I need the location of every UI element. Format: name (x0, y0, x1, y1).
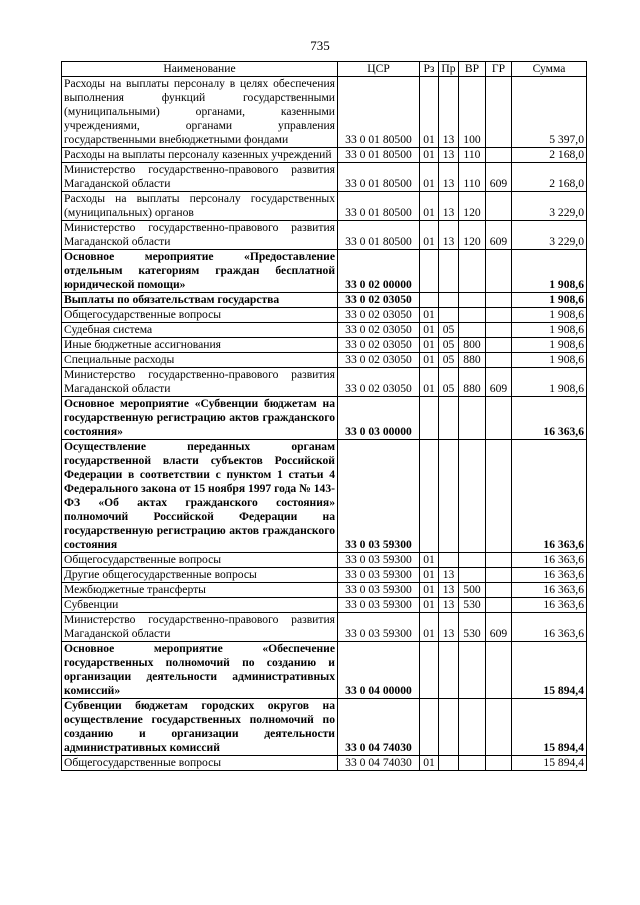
cell-gr (486, 642, 512, 699)
cell-gr (486, 148, 512, 163)
cell-gr (486, 293, 512, 308)
cell-rz: 01 (420, 323, 439, 338)
cell-name: Основное мероприятие «Предоставление отдельным категориям граждан бесплатной юридической помощи» (62, 250, 338, 293)
table-row (62, 192, 587, 221)
cell-rz: 01 (420, 163, 439, 192)
cell-gr (486, 553, 512, 568)
cell-pr: 13 (439, 192, 459, 221)
cell-name: Иные бюджетные ассигнования (62, 338, 338, 353)
table-row (62, 293, 587, 308)
cell-vr (459, 308, 486, 323)
cell-pr (439, 440, 459, 553)
cell-name: Межбюджетные трансферты (62, 583, 338, 598)
table-row (62, 598, 587, 613)
cell-pr: 13 (439, 221, 459, 250)
cell-name: Расходы на выплаты персоналу государственных (муниципальных) органов (62, 192, 338, 221)
table-row (62, 553, 587, 568)
cell-csr: 33 0 03 59300 (338, 583, 420, 598)
table-row (62, 250, 587, 293)
cell-name: Субвенции (62, 598, 338, 613)
cell-gr (486, 77, 512, 148)
header-name: Наименование (62, 62, 338, 77)
cell-name: Другие общегосударственные вопросы (62, 568, 338, 583)
cell-vr (459, 440, 486, 553)
cell-csr: 33 0 02 03050 (338, 308, 420, 323)
cell-csr: 33 0 01 80500 (338, 192, 420, 221)
cell-pr (439, 699, 459, 756)
cell-rz: 01 (420, 598, 439, 613)
cell-gr (486, 598, 512, 613)
page-number: 735 (310, 38, 330, 53)
cell-gr (486, 338, 512, 353)
header-gr: ГР (486, 62, 512, 77)
cell-sum: 1 908,6 (512, 353, 587, 368)
cell-sum: 15 894,4 (512, 699, 587, 756)
cell-vr (459, 397, 486, 440)
cell-vr: 880 (459, 353, 486, 368)
cell-name: Субвенции бюджетам городских округов на осуществление государственных полномочий по созданию и организации деятельности административных комиссий (62, 699, 338, 756)
cell-pr (439, 308, 459, 323)
cell-pr: 05 (439, 353, 459, 368)
cell-gr: 609 (486, 221, 512, 250)
table-row (62, 308, 587, 323)
cell-sum: 2 168,0 (512, 163, 587, 192)
cell-sum: 5 397,0 (512, 77, 587, 148)
cell-sum: 16 363,6 (512, 583, 587, 598)
cell-vr (459, 699, 486, 756)
cell-pr (439, 642, 459, 699)
table-row (62, 642, 587, 699)
cell-sum: 1 908,6 (512, 308, 587, 323)
cell-sum: 16 363,6 (512, 568, 587, 583)
cell-gr: 609 (486, 368, 512, 397)
cell-csr: 33 0 02 03050 (338, 323, 420, 338)
cell-sum: 16 363,6 (512, 440, 587, 553)
cell-gr (486, 353, 512, 368)
cell-vr (459, 323, 486, 338)
cell-vr: 880 (459, 368, 486, 397)
cell-csr: 33 0 03 59300 (338, 440, 420, 553)
cell-name: Основное мероприятие «Обеспечение государственных полномочий по созданию и организации деятельности административных комиссий» (62, 642, 338, 699)
cell-csr: 33 0 03 59300 (338, 613, 420, 642)
table-row (62, 221, 587, 250)
cell-rz: 01 (420, 308, 439, 323)
cell-csr: 33 0 03 59300 (338, 598, 420, 613)
cell-vr: 530 (459, 613, 486, 642)
cell-csr: 33 0 02 03050 (338, 353, 420, 368)
table-row (62, 699, 587, 756)
cell-sum: 2 168,0 (512, 148, 587, 163)
cell-vr (459, 293, 486, 308)
table-row (62, 583, 587, 598)
cell-gr: 609 (486, 613, 512, 642)
cell-pr (439, 553, 459, 568)
cell-sum: 15 894,4 (512, 642, 587, 699)
cell-csr: 33 0 01 80500 (338, 163, 420, 192)
cell-pr: 05 (439, 368, 459, 397)
cell-name: Общегосударственные вопросы (62, 756, 338, 771)
cell-pr: 05 (439, 323, 459, 338)
cell-vr: 110 (459, 163, 486, 192)
cell-name: Расходы на выплаты персоналу казенных учреждений (62, 148, 338, 163)
cell-sum: 1 908,6 (512, 323, 587, 338)
cell-pr: 05 (439, 338, 459, 353)
cell-name: Министерство государственно-правового развития Магаданской области (62, 163, 338, 192)
cell-vr (459, 250, 486, 293)
cell-rz: 01 (420, 192, 439, 221)
budget-table (61, 61, 587, 771)
header-csr: ЦСР (338, 62, 420, 77)
cell-sum: 15 894,4 (512, 756, 587, 771)
cell-pr: 13 (439, 598, 459, 613)
cell-name: Расходы на выплаты персоналу в целях обеспечения выполнения функций государственными (муниципальными) органами, казенными учреждениями, органами управления государственными внебюджетными фондами (62, 77, 338, 148)
cell-sum: 1 908,6 (512, 293, 587, 308)
cell-vr: 120 (459, 192, 486, 221)
cell-sum: 1 908,6 (512, 338, 587, 353)
cell-rz: 01 (420, 756, 439, 771)
cell-vr (459, 756, 486, 771)
cell-pr: 13 (439, 77, 459, 148)
cell-sum: 16 363,6 (512, 553, 587, 568)
table-row (62, 397, 587, 440)
cell-rz (420, 699, 439, 756)
table-row (62, 756, 587, 771)
cell-rz: 01 (420, 613, 439, 642)
cell-name: Министерство государственно-правового развития Магаданской области (62, 221, 338, 250)
cell-csr: 33 0 02 03050 (338, 368, 420, 397)
cell-csr: 33 0 01 80500 (338, 221, 420, 250)
cell-pr: 13 (439, 163, 459, 192)
cell-pr (439, 756, 459, 771)
cell-pr (439, 250, 459, 293)
cell-vr (459, 553, 486, 568)
cell-rz (420, 397, 439, 440)
cell-gr (486, 250, 512, 293)
cell-name: Специальные расходы (62, 353, 338, 368)
cell-rz (420, 293, 439, 308)
cell-gr (486, 583, 512, 598)
table-row (62, 163, 587, 192)
cell-rz: 01 (420, 353, 439, 368)
cell-vr: 120 (459, 221, 486, 250)
cell-gr (486, 440, 512, 553)
cell-pr: 13 (439, 613, 459, 642)
cell-sum: 1 908,6 (512, 368, 587, 397)
cell-name: Основное мероприятие «Субвенции бюджетам на государственную регистрацию актов гражданского состояния» (62, 397, 338, 440)
header-pr: Пр (439, 62, 459, 77)
table-row (62, 568, 587, 583)
table-row (62, 440, 587, 553)
cell-csr: 33 0 01 80500 (338, 77, 420, 148)
cell-rz (420, 440, 439, 553)
cell-gr (486, 699, 512, 756)
cell-gr (486, 192, 512, 221)
cell-name: Судебная система (62, 323, 338, 338)
table-row (62, 353, 587, 368)
cell-vr: 500 (459, 583, 486, 598)
cell-csr: 33 0 03 59300 (338, 553, 420, 568)
cell-sum: 3 229,0 (512, 221, 587, 250)
cell-vr: 530 (459, 598, 486, 613)
cell-csr: 33 0 03 59300 (338, 568, 420, 583)
cell-pr: 13 (439, 583, 459, 598)
table-row (62, 323, 587, 338)
table-row (62, 368, 587, 397)
cell-csr: 33 0 02 03050 (338, 293, 420, 308)
cell-pr (439, 397, 459, 440)
cell-sum: 3 229,0 (512, 192, 587, 221)
header-sum: Сумма (512, 62, 587, 77)
cell-gr (486, 308, 512, 323)
table-row (62, 613, 587, 642)
cell-rz (420, 642, 439, 699)
cell-csr: 33 0 02 03050 (338, 338, 420, 353)
cell-rz: 01 (420, 338, 439, 353)
cell-sum: 1 908,6 (512, 250, 587, 293)
cell-sum: 16 363,6 (512, 598, 587, 613)
cell-vr: 800 (459, 338, 486, 353)
table-row (62, 338, 587, 353)
cell-rz: 01 (420, 583, 439, 598)
cell-vr (459, 568, 486, 583)
cell-csr: 33 0 04 74030 (338, 756, 420, 771)
cell-vr: 100 (459, 77, 486, 148)
cell-gr: 609 (486, 163, 512, 192)
cell-gr (486, 323, 512, 338)
cell-csr: 33 0 01 80500 (338, 148, 420, 163)
cell-csr: 33 0 03 00000 (338, 397, 420, 440)
cell-pr: 13 (439, 148, 459, 163)
cell-sum: 16 363,6 (512, 613, 587, 642)
cell-rz: 01 (420, 221, 439, 250)
cell-gr (486, 568, 512, 583)
cell-name: Выплаты по обязательствам государства (62, 293, 338, 308)
table-header-row (62, 62, 587, 77)
cell-name: Общегосударственные вопросы (62, 308, 338, 323)
header-rz: Рз (420, 62, 439, 77)
cell-pr (439, 293, 459, 308)
cell-pr: 13 (439, 568, 459, 583)
table-row (62, 148, 587, 163)
cell-rz (420, 250, 439, 293)
table-row (62, 77, 587, 148)
cell-rz: 01 (420, 553, 439, 568)
header-vr: ВР (459, 62, 486, 77)
cell-name: Министерство государственно-правового развития Магаданской области (62, 368, 338, 397)
cell-rz: 01 (420, 148, 439, 163)
cell-name: Осуществление переданных органам государственной власти субъектов Российской Федерации в соответствии с пунктом 1 статьи 4 Федерального закона от 15 ноября 1997 года № 143-ФЗ «Об актах гражданского состояния» полномочий Российской Федерации на государственную регистрацию актов гражданского состояния (62, 440, 338, 553)
cell-vr (459, 642, 486, 699)
cell-csr: 33 0 04 00000 (338, 642, 420, 699)
cell-csr: 33 0 04 74030 (338, 699, 420, 756)
cell-rz: 01 (420, 568, 439, 583)
cell-rz: 01 (420, 368, 439, 397)
cell-gr (486, 397, 512, 440)
cell-rz: 01 (420, 77, 439, 148)
cell-csr: 33 0 02 00000 (338, 250, 420, 293)
cell-vr: 110 (459, 148, 486, 163)
cell-sum: 16 363,6 (512, 397, 587, 440)
cell-name: Министерство государственно-правового развития Магаданской области (62, 613, 338, 642)
cell-gr (486, 756, 512, 771)
cell-name: Общегосударственные вопросы (62, 553, 338, 568)
